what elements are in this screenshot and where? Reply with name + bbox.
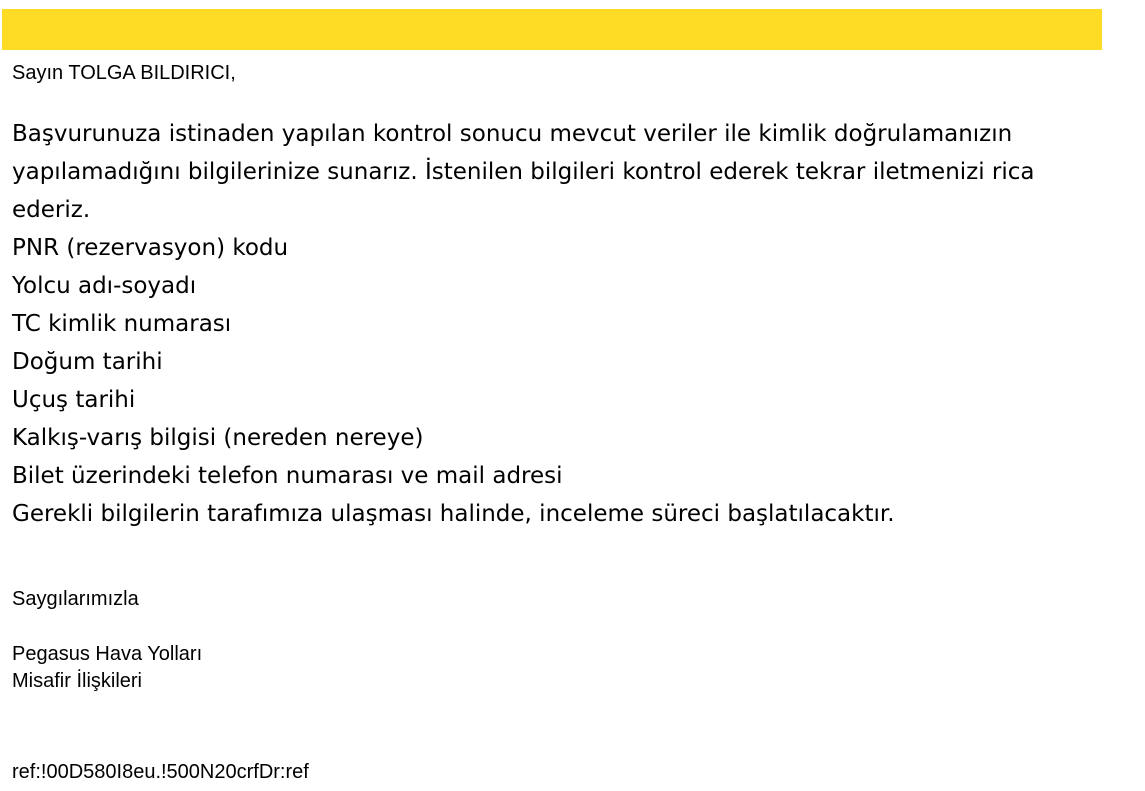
list-item-tc-id: TC kimlik numarası bbox=[12, 311, 232, 337]
signature-department: Misafir İlişkileri bbox=[12, 670, 142, 692]
header-banner bbox=[2, 9, 1102, 50]
reference-code: ref:!00D580I8eu.!500N20crfDr:ref bbox=[12, 761, 309, 783]
main-paragraph: Başvurunuza istinaden yapılan kontrol sonucu mevcut veriler ile kimlik doğrulamanızın yapılamadığını bilgilerinize sunarız. İstenilen bilgileri kontrol ederek tekrar iletmenizi rica ederiz. bbox=[12, 121, 1035, 223]
regards: Saygılarımızla bbox=[12, 588, 139, 610]
list-item-passenger-name: Yolcu adı-soyadı bbox=[12, 273, 197, 299]
greeting: Sayın TOLGA BILDIRICI, bbox=[12, 62, 236, 84]
list-item-contact-info: Bilet üzerindeki telefon numarası ve mail adresi bbox=[12, 463, 563, 489]
signature-company: Pegasus Hava Yolları bbox=[12, 643, 203, 665]
list-item-route: Kalkış-varış bilgisi (nereden nereye) bbox=[12, 425, 424, 451]
list-item-birth-date: Doğum tarihi bbox=[12, 349, 163, 375]
list-item-pnr: PNR (rezervasyon) kodu bbox=[12, 235, 289, 261]
list-item-flight-date: Uçuş tarihi bbox=[12, 387, 136, 413]
closing-line: Gerekli bilgilerin tarafımıza ulaşması halinde, inceleme süreci başlatılacaktır. bbox=[12, 501, 895, 527]
required-info-list bbox=[12, 229, 563, 495]
